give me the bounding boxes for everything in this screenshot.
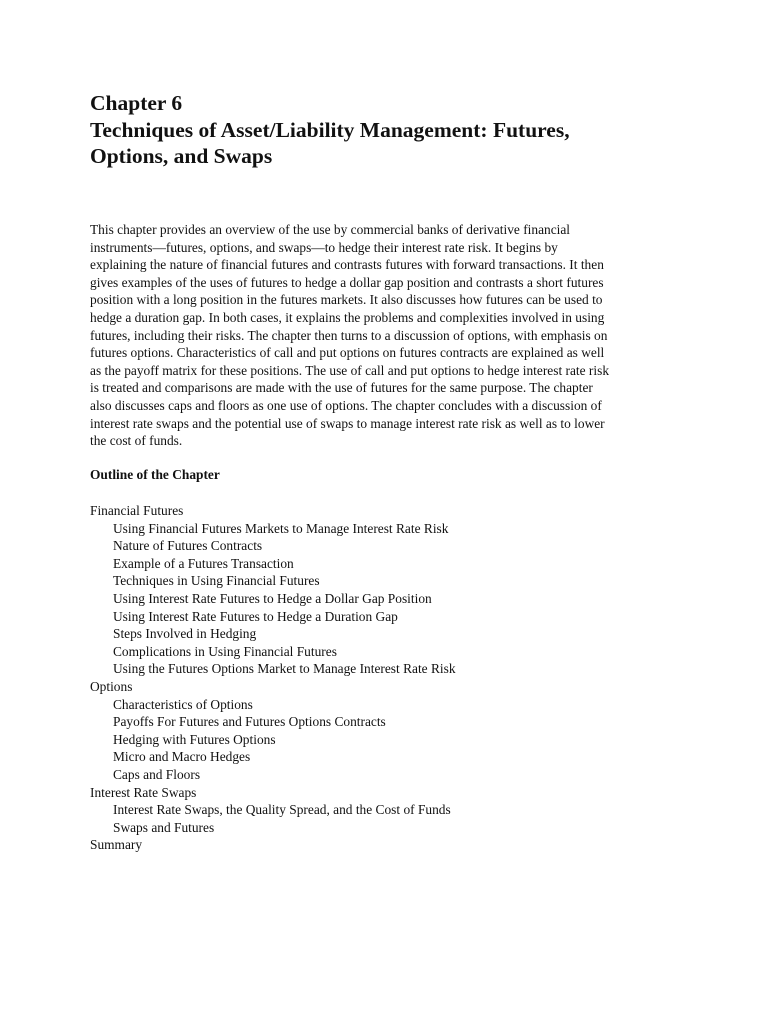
intro-line: the cost of funds.: [90, 433, 183, 449]
chapter-number: Chapter 6: [90, 91, 183, 115]
outline-subsection: Caps and Floors: [113, 766, 201, 782]
intro-line: futures, including their risks. The chapter then turns to a discussion of options, with emphasis on: [90, 327, 608, 343]
outline-subsection: Using Interest Rate Futures to Hedge a Dollar Gap Position: [113, 590, 432, 606]
chapter-outline: [90, 502, 690, 854]
outline-subsection: Using Interest Rate Futures to Hedge a Duration Gap: [113, 608, 398, 624]
outline-subsection: Hedging with Futures Options: [113, 731, 276, 747]
outline-section: Interest Rate Swaps: [90, 784, 197, 800]
outline-subsection: Interest Rate Swaps, the Quality Spread, and the Cost of Funds: [113, 802, 451, 818]
outline-subsection: Swaps and Futures: [113, 819, 215, 835]
intro-line: interest rate swaps and the potential use of swaps to manage interest rate risk as well as to lower: [90, 415, 605, 431]
chapter-title-line-2: Options, and Swaps: [90, 144, 273, 168]
outline-subsection: Complications in Using Financial Futures: [113, 643, 337, 659]
outline-section: Summary: [90, 837, 143, 853]
intro-line: position with a long position in the futures markets. It also discusses how futures can be used to: [90, 292, 603, 308]
outline-section: Options: [90, 678, 133, 694]
outline-heading: Outline of the Chapter: [90, 467, 220, 482]
outline-subsection: Micro and Macro Hedges: [113, 749, 251, 765]
intro-line: This chapter provides an overview of the use by commercial banks of derivative financial: [90, 222, 571, 237]
outline-subsection: Using Financial Futures Markets to Manage Interest Rate Risk: [113, 520, 449, 536]
outline-subsection: Techniques in Using Financial Futures: [113, 573, 320, 589]
chapter-title-line-1: Techniques of Asset/Liability Management: Futures,: [90, 117, 570, 142]
intro-line: explaining the nature of financial futures and contrasts futures with forward transactions. It then: [90, 257, 604, 273]
outline-subsection: Characteristics of Options: [113, 696, 253, 712]
intro-line: also discusses caps and floors as one use of options. The chapter concludes with a discussion of: [90, 397, 602, 413]
outline-subsection: Using the Futures Options Market to Manage Interest Rate Risk: [113, 661, 456, 677]
intro-line: hedge a duration gap. In both cases, it explains the problems and complexities involved in using: [90, 309, 605, 325]
outline-subsection: Payoffs For Futures and Futures Options Contracts: [113, 714, 386, 730]
outline-subsection: Steps Involved in Hedging: [113, 626, 257, 642]
intro-line: instruments—futures, options, and swaps—to hedge their interest rate risk. It begins by: [90, 239, 558, 255]
intro-line: as the payoff matrix for these positions. The use of call and put options to hedge interest rate risk: [90, 362, 610, 378]
intro-line: futures options. Characteristics of call and put options on futures contracts are explained as well: [90, 345, 605, 361]
intro-line: gives examples of the uses of futures to hedge a dollar gap position and contrasts a short futures: [90, 274, 604, 290]
intro-line: is treated and comparisons are made with the use of futures for the same purpose. The chapter: [90, 380, 593, 396]
outline-subsection: Example of a Futures Transaction: [113, 555, 294, 571]
outline-subsection: Nature of Futures Contracts: [113, 538, 263, 554]
chapter-title-block: [90, 90, 690, 170]
intro-paragraph: [90, 221, 680, 450]
outline-section: Financial Futures: [90, 503, 184, 518]
